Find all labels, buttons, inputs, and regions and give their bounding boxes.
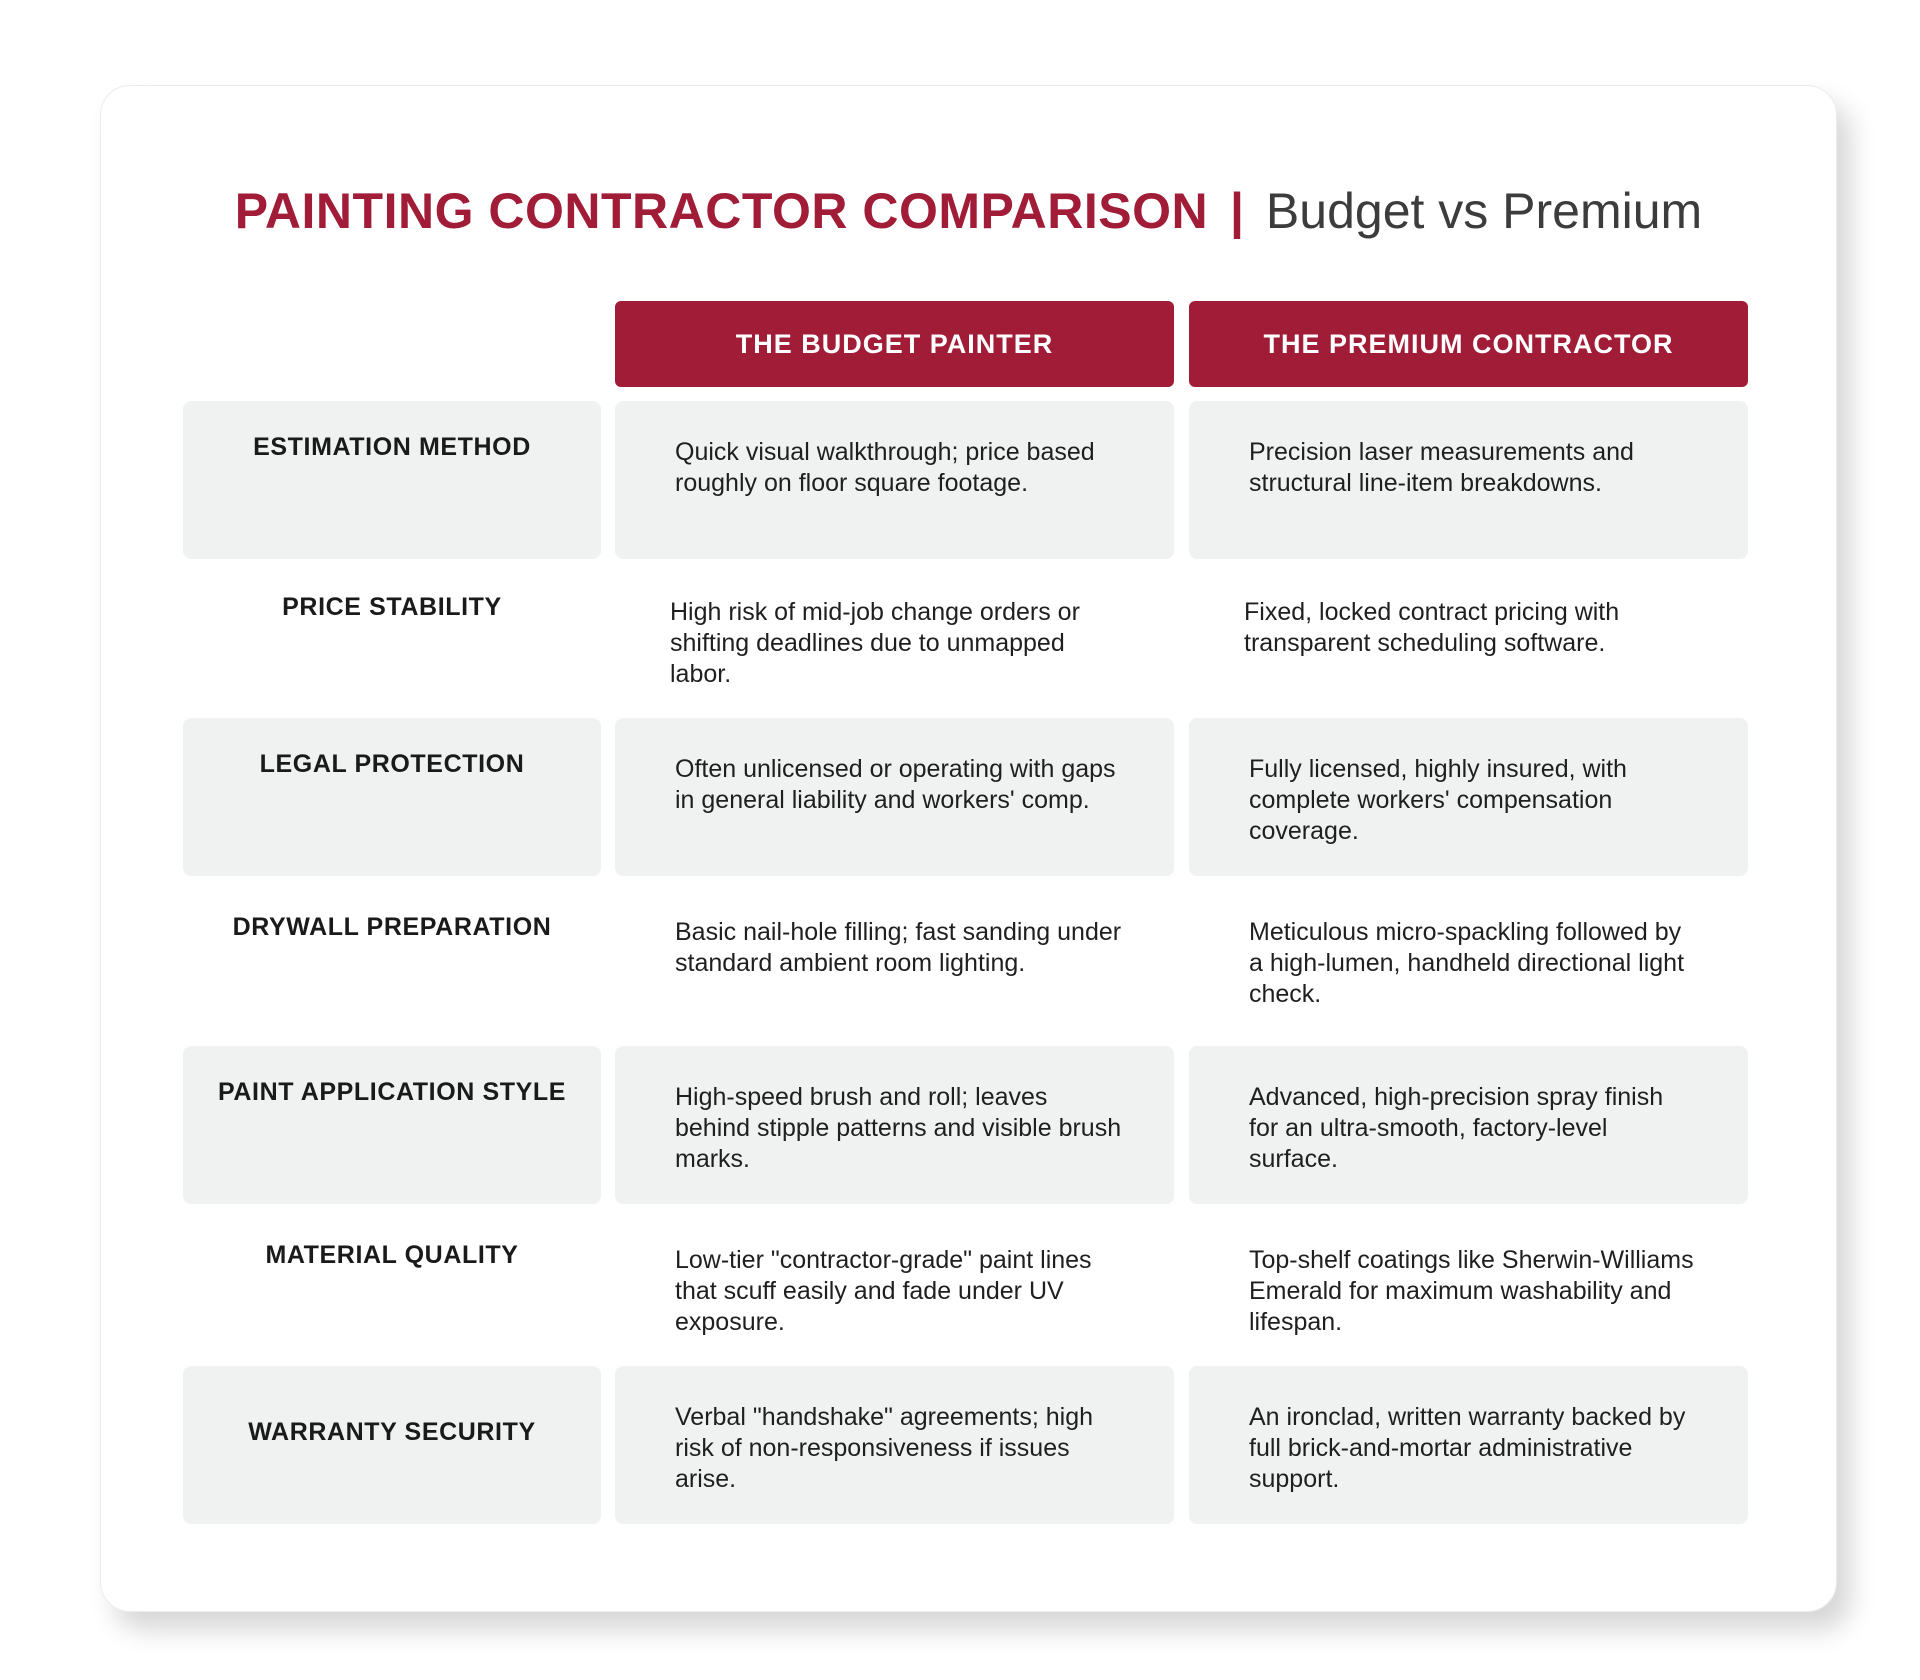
budget-cell-warranty-security: Verbal "handshake" agreements; high risk of non-responsiveness if issues arise. (615, 1366, 1174, 1524)
premium-cell-legal-protection: Fully licensed, highly insured, with complete workers' compensation coverage. (1189, 718, 1748, 876)
premium-cell-estimation-method: Precision laser measurements and structural line-item breakdowns. (1189, 401, 1748, 559)
column-header-budget: THE BUDGET PAINTER (615, 301, 1174, 387)
row-label-legal-protection: LEGAL PROTECTION (183, 718, 601, 876)
row-label-drywall-preparation: DRYWALL PREPARATION (232, 913, 552, 941)
premium-cell-drywall-preparation: Meticulous micro-spackling followed by a high-lumen, handheld directional light check. (1249, 918, 1685, 1008)
row-label-material-quality: MATERIAL QUALITY (265, 1241, 519, 1269)
column-header-premium: THE PREMIUM CONTRACTOR (1189, 301, 1748, 387)
budget-cell-price-stability: High risk of mid-job change orders or shifting deadlines due to unmapped labor. (670, 598, 1080, 688)
row-label-estimation-method: ESTIMATION METHOD (183, 401, 601, 559)
title-main: PAINTING CONTRACTOR COMPARISON (234, 183, 1209, 239)
premium-cell-price-stability: Fixed, locked contract pricing with transparent scheduling software. (1244, 598, 1620, 657)
premium-cell-warranty-security: An ironclad, written warranty backed by full brick-and-mortar administrative support. (1189, 1366, 1748, 1524)
budget-cell-material-quality: Low-tier "contractor-grade" paint lines that scuff easily and fade under UV exposure. (675, 1246, 1092, 1336)
row-label-warranty-security: WARRANTY SECURITY (183, 1366, 601, 1524)
budget-cell-drywall-preparation: Basic nail-hole filling; fast sanding under standard ambient room lighting. (675, 918, 1122, 977)
premium-cell-paint-application-style: Advanced, high-precision spray finish for an ultra-smooth, factory-level surface. (1189, 1046, 1748, 1204)
comparison-card (100, 85, 1837, 1612)
row-label-paint-application-style: PAINT APPLICATION STYLE (183, 1046, 601, 1204)
budget-cell-estimation-method: Quick visual walkthrough; price based roughly on floor square footage. (615, 401, 1174, 559)
budget-cell-paint-application-style: High-speed brush and roll; leaves behind stipple patterns and visible brush marks. (615, 1046, 1174, 1204)
premium-cell-material-quality: Top-shelf coatings like Sherwin-Williams Emerald for maximum washability and lifespan. (1249, 1246, 1694, 1336)
page-title (101, 176, 1836, 246)
row-label-price-stability: PRICE STABILITY (282, 593, 502, 621)
title-subtitle: Budget vs Premium (1265, 183, 1703, 239)
budget-cell-legal-protection: Often unlicensed or operating with gaps in general liability and workers' comp. (615, 718, 1174, 876)
title-separator: | (1230, 183, 1245, 239)
